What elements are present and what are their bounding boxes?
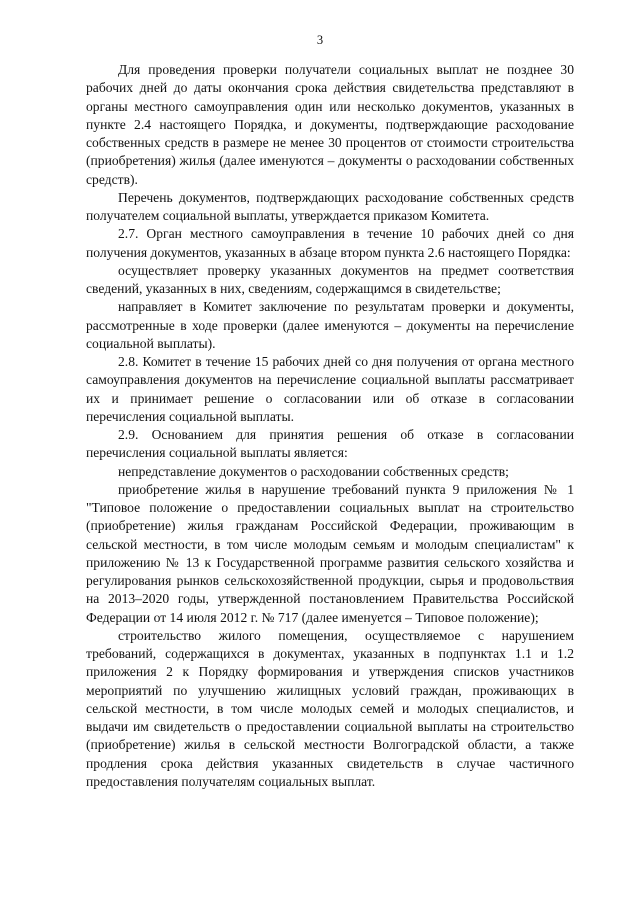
paragraph-2-7-check: осуществляет проверку указанных документов на предмет соответствия сведений, указанных в них, сведениям, содержащимся в свидетельстве;: [86, 262, 574, 296]
paragraph-2-7: 2.7. Орган местного самоуправления в течение 10 рабочих дней со дня получения документов, указанных в абзаце втором пункта 2.6 настоящего Порядка:: [86, 226, 574, 260]
paragraph-2-9: 2.9. Основанием для принятия решения об отказе в согласовании перечисления социальной выплаты является:: [86, 427, 574, 461]
page-number: 3: [316, 33, 324, 47]
paragraph-2-9-construction-violation: строительство жилого помещения, осуществляемое с нарушением требований, содержащихся в документах, указанных в подпунктах 1.1 и 1.2 приложения 2 к Порядку формирования и утверждения списков участников мероприятий по улучшению жилищных условий граждан, проживающих в сельской местности, в том числе молодых семей и молодых специалистов, и выдачи им свидетельств о предоставлении социальной выплаты на строительство (приобретение) жилья в сельской местности Волгоградской области, а также продления срока действия указанных свидетельств в случае частичного предоставления получателям социальных выплат.: [86, 627, 574, 789]
paragraph-documents-list-approval: Перечень документов, подтверждающих расходование собственных средств получателем социальной выплаты, утверждается приказом Комитета.: [86, 189, 574, 223]
paragraph-verification-documents: Для проведения проверки получатели социальных выплат не позднее 30 рабочих дней до даты окончания срока действия свидетельства представляют в органы местного самоуправления один или несколько документов, указанных в пункте 2.4 настоящего Порядка, и документы, подтверждающие расходование собственных средств в размере не менее 30 процентов от стоимости строительства (приобретения) жилья (далее именуются – документы о расходовании собственных средств).: [86, 62, 574, 187]
paragraph-2-9-purchase-violation: приобретение жилья в нарушение требований пункта 9 приложения № 1 "Типовое положение о предоставлении социальных выплат на строительство (приобретение) жилья гражданам Российской Федерации, проживающим в сельской местности, в том числе молодым семьям и молодым специалистам" к приложению № 13 к Государственной программе развития сельского хозяйства и регулирования рынков сельскохозяйственной продукции, сырья и продовольствия на 2013–2020 годы, утвержденной постановлением Правительства Российской Федерации от 14 июля 2012 г. № 717 (далее именуется – Типовое положение);: [86, 481, 574, 625]
page-body: [86, 61, 574, 791]
paragraph-2-9-non-submission: непредставление документов о расходовании собственных средств;: [118, 463, 509, 479]
paragraph-2-8: 2.8. Комитет в течение 15 рабочих дней со дня получения от органа местного самоуправления документов на перечисление социальной выплаты рассматривает их и принимает решение о согласовании или об отказе в согласовании перечисления социальной выплаты.: [86, 354, 574, 424]
paragraph-2-7-send: направляет в Комитет заключение по результатам проверки и документы, рассмотренные в ходе проверки (далее именуются – документы на перечисление социальной выплаты).: [86, 299, 574, 351]
